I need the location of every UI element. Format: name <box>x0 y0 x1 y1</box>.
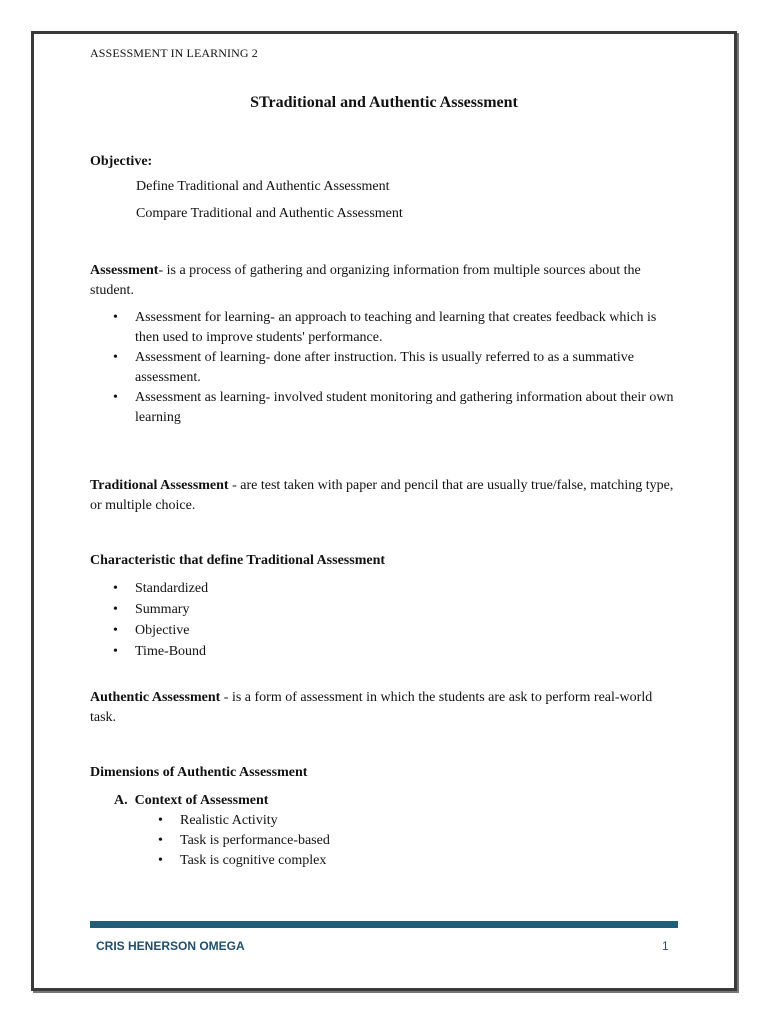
objective-label: Objective: <box>90 154 153 169</box>
bullet-icon: • <box>113 644 118 659</box>
page-number: 1 <box>662 939 669 953</box>
list-item: • Standardized <box>90 578 680 599</box>
sub-heading-text: Context of Assessment <box>134 793 269 808</box>
traditional-paragraph <box>90 476 680 516</box>
list-item: • Summary <box>90 599 680 620</box>
authentic-definition: - is a form of assessment in which the students are ask to perform real-world task. <box>90 690 653 725</box>
page-header: ASSESSMENT IN LEARNING 2 <box>90 46 258 60</box>
list-item: • Assessment as learning- involved student monitoring and gathering information about their own learning <box>113 390 674 425</box>
document-title: STraditional and Authentic Assessment <box>250 94 518 111</box>
authentic-term: Authentic Assessment <box>90 690 221 705</box>
assessment-paragraph <box>90 261 680 301</box>
dimension-items <box>135 811 635 871</box>
dimension-sub-heading <box>114 791 704 811</box>
list-item: • Task is performance-based <box>135 831 635 851</box>
bullet-icon: • <box>113 581 118 596</box>
traditional-definition: - are test taken with paper and pencil that are usually true/false, matching type, or multiple choice. <box>90 478 674 513</box>
bullet-icon: • <box>158 813 163 828</box>
dimensions-heading: Dimensions of Authentic Assessment <box>90 765 308 780</box>
objective-item-2: Compare Traditional and Authentic Assessment <box>136 206 403 221</box>
characteristics-list <box>90 578 680 662</box>
list-item: • Assessment for learning- an approach to teaching and learning that creates feedback which is then used to improve students' performance. <box>113 310 657 345</box>
objective-item-1: Define Traditional and Authentic Assessment <box>136 179 390 194</box>
bullet-icon: • <box>158 853 163 868</box>
sub-marker: A. <box>114 793 128 808</box>
list-item: • Objective <box>90 620 680 641</box>
bullet-icon: • <box>113 350 118 365</box>
assessment-definition: - is a process of gathering and organizing information from multiple sources about the student. <box>90 263 641 298</box>
characteristics-heading: Characteristic that define Traditional Assessment <box>90 553 386 568</box>
assessment-bullets <box>90 308 680 428</box>
bullet-icon: • <box>113 310 118 325</box>
bullet-icon: • <box>113 390 118 405</box>
traditional-term: Traditional Assessment <box>90 478 229 493</box>
assessment-term: Assessment <box>90 263 159 278</box>
footer-author: CRIS HENERSON OMEGA <box>96 939 245 953</box>
footer-divider <box>90 921 678 928</box>
list-item: • Realistic Activity <box>135 811 635 831</box>
list-item: • Time-Bound <box>90 641 680 662</box>
bullet-icon: • <box>113 602 118 617</box>
authentic-paragraph <box>90 688 680 728</box>
list-item: • Assessment of learning- done after instruction. This is usually referred to as a summative assessment. <box>113 350 634 385</box>
bullet-icon: • <box>158 833 163 848</box>
list-item: • Task is cognitive complex <box>135 851 635 871</box>
bullet-icon: • <box>113 623 118 638</box>
